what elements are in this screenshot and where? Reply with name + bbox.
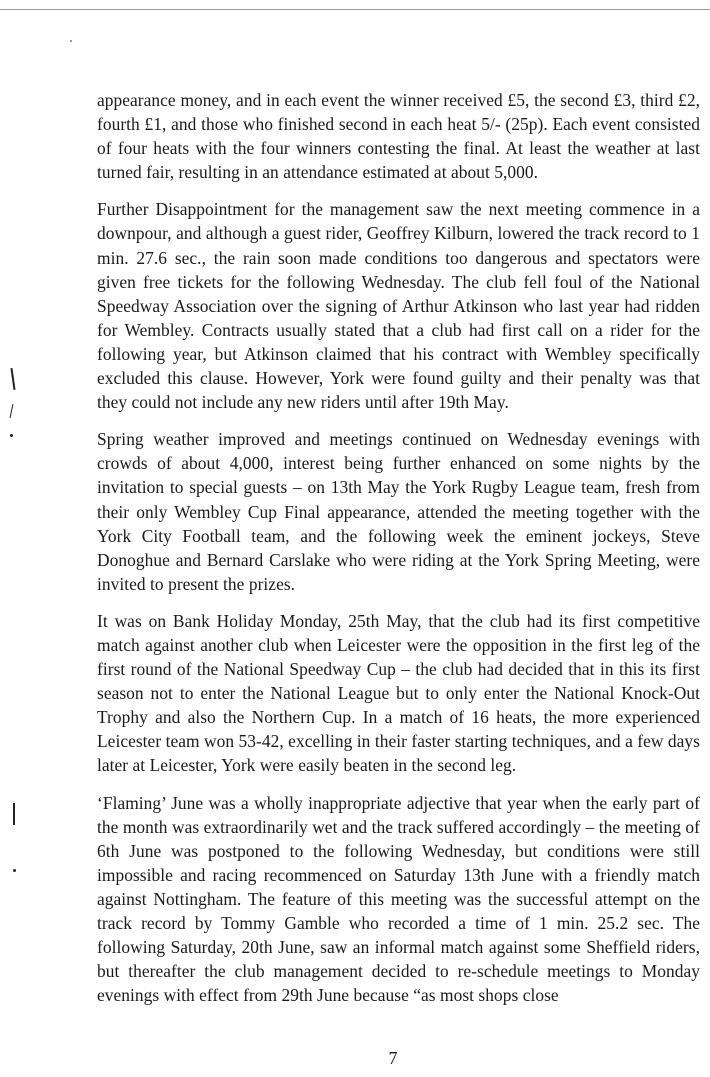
scan-mark xyxy=(13,869,16,872)
paragraph: It was on Bank Holiday Monday, 25th May, that the club had its first competitive match against another club when Leicester were the opposition in the first leg of the first round of the National Speedway Cup – the club had decided that in this its first season not to enter the National League but to only enter the National Knock-Out Trophy and also the Northern Cup. In a match of 16 heats, the more experienced Leicester team won 53-42, excelling in their faster starting techniques, and a few days later at Leicester, York were easily beaten in the second leg. xyxy=(97,610,700,776)
scan-mark xyxy=(70,40,72,42)
paragraph: Further Disappointment for the management saw the next meeting commence in a downpour, and although a guest rider, Geoffrey Kilburn, lowered the track record to 1 min. 27.6 sec., the rain soon made conditions too dangerous and spectators were given free tickets for the following Wednesday. The club fell foul of the National Speedway Association over the signing of Arthur Atkinson who last year had ridden for Wembley. Contracts usually stated that a club had first call on a rider for the following year, but Atkinson claimed that his contract with Wembley specifically excluded this clause. However, York were found guilty and their penalty was that they could not include any new riders until after 19th May. xyxy=(97,199,700,413)
page-number: 7 xyxy=(388,1048,398,1068)
paragraph: Spring weather improved and meetings continued on Wednesday evenings with crowds of about 4,000, interest being further enhanced on some nights by the invitation to special guests – on 13th May the York Rugby League team, fresh from their only Wembley Cup Final appearance, attended the meeting together with the York City Football team, and the following week the eminent jockeys, Steve Donoghue and Bernard Carslake who were riding at the York Spring Meeting, were invited to present the prizes. xyxy=(97,429,700,594)
document-body xyxy=(97,88,700,1020)
scan-mark xyxy=(10,368,15,390)
paragraph: ‘Flaming’ June was a wholly inappropriate adjective that year when the early part of the month was extraordinarily wet and the track suffered accordingly – the meeting of 6th June was postponed to the following Wednesday, but conditions were still impossible and racing recommenced on Saturday 13th June with a friendly match against Nottingham. The feature of this meeting was the successful attempt on the track record by Tommy Gamble who recorded a time of 1 min. 25.2 sec. The following Saturday, 20th June, saw an informal match against some Sheffield riders, but thereafter the club management decided to re-schedule meetings to Monday evenings with effect from 29th June because “as most shops close xyxy=(97,792,700,1006)
scan-mark xyxy=(13,803,15,825)
top-border-rule xyxy=(0,9,710,10)
scan-mark xyxy=(10,434,13,437)
paragraph: appearance money, and in each event the winner received £5, the second £3, third £2, fourth £1, and those who finished second in each heat 5/- (25p). Each event consisted of four heats with the four winners contesting the final. At least the weather at last turned fair, resulting in an attendance estimated at about 5,000. xyxy=(97,90,700,183)
scan-mark xyxy=(10,404,14,418)
